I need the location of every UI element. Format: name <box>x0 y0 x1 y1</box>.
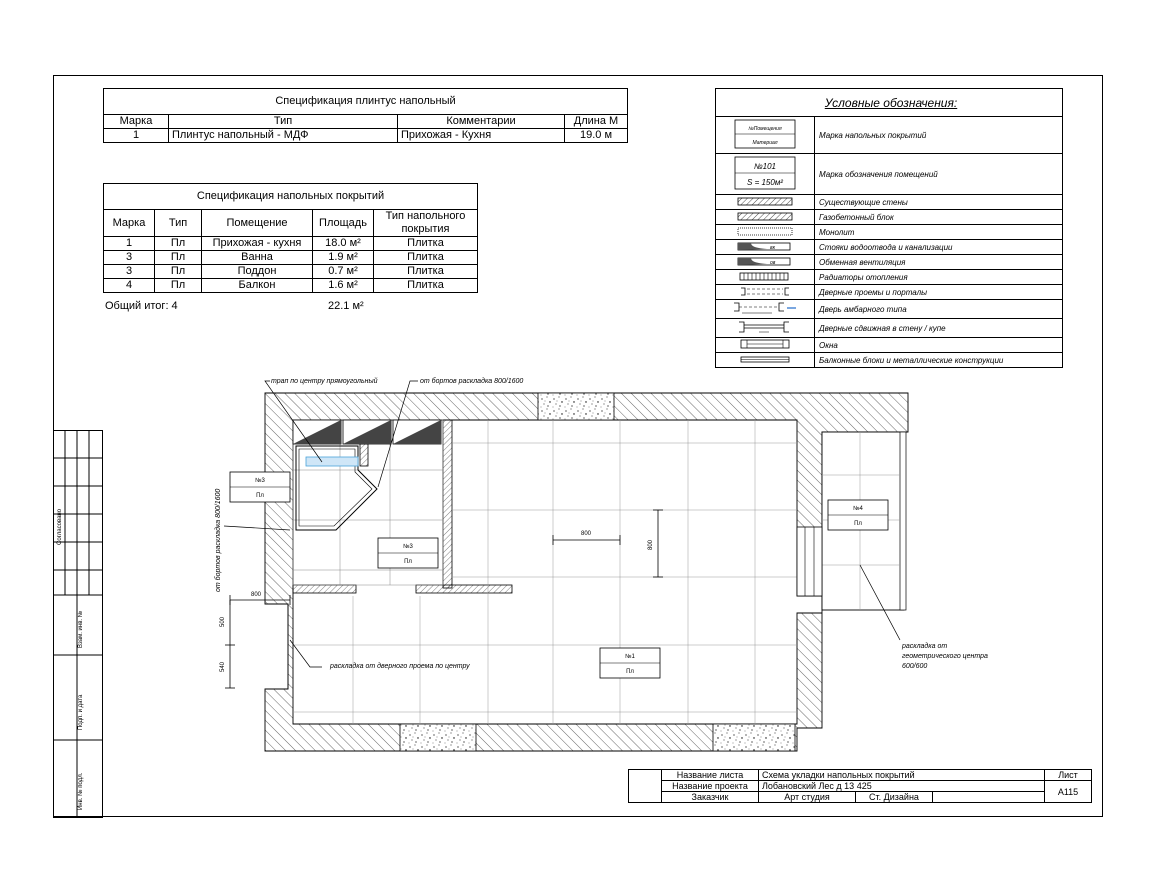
monolith-block <box>713 724 795 751</box>
cell: Пл <box>155 237 202 251</box>
mark-type: Пл <box>854 521 862 527</box>
room-sym-top: №101 <box>753 162 777 171</box>
drain <box>306 457 358 466</box>
header-cell: Комментарии <box>398 115 565 129</box>
mark-type: Пл <box>256 493 264 499</box>
dim-label: 800 <box>250 592 262 598</box>
stamp-customer: Арт студия <box>759 792 856 803</box>
annotation-geo-center: раскладка от <box>902 643 948 650</box>
mark-num: №4 <box>853 506 863 512</box>
cell: Плитка <box>374 237 478 251</box>
cell: Пл <box>155 251 202 265</box>
header-cell: Тип <box>155 210 202 237</box>
mark-type: Пл <box>626 669 634 675</box>
mark-sym-bottom: Материал <box>752 140 778 146</box>
legend-label: Дверные проемы и порталы <box>815 285 1063 300</box>
cell: 0.7 м² <box>313 265 374 279</box>
cell: Ванна <box>202 251 313 265</box>
legend-label: Радиаторы отопления <box>815 270 1063 285</box>
header-cell: Марка <box>104 210 155 237</box>
header-cell: Тип <box>169 115 398 129</box>
cell: 1 <box>104 237 155 251</box>
legend-label: Существующие стены <box>815 195 1063 210</box>
cell: 1 <box>104 129 169 143</box>
legend-title: Условные обозначения: <box>716 89 1063 117</box>
cell: 4 <box>104 279 155 293</box>
cell: Плитка <box>374 251 478 265</box>
header-cell: Площадь <box>313 210 374 237</box>
total-area: 22.1 м² <box>328 300 364 312</box>
annotation-geo-center: 600/600 <box>902 663 928 670</box>
cell: Пл <box>155 279 202 293</box>
cell: 1.6 м² <box>313 279 374 293</box>
dim-label: 800 <box>580 531 592 537</box>
cell: 3 <box>104 251 155 265</box>
legend-label: Дверь амбарного типа <box>815 300 1063 319</box>
header-cell: Помещение <box>202 210 313 237</box>
side-label-inv: Инв. № подл. <box>78 772 84 810</box>
partition-wall <box>416 585 512 593</box>
stamp-studio: Ст. Дизайна <box>856 792 933 803</box>
annotation-trap: трап по центру прямоугольный <box>271 378 378 385</box>
legend-label: Монолит <box>815 225 1063 240</box>
cell: Прихожая - Кухня <box>398 129 565 143</box>
stamp-label: Название проекта <box>662 781 759 792</box>
mark-num: №3 <box>403 544 413 550</box>
dimension-800-left <box>225 595 290 688</box>
balcony-door <box>797 527 822 596</box>
riser <box>293 420 441 444</box>
legend-label: Окна <box>815 338 1063 353</box>
cell: 3 <box>104 265 155 279</box>
legend-label: Газобетонный блок <box>815 210 1063 225</box>
dim-label: 800 <box>648 539 654 551</box>
partition-wall <box>360 444 368 466</box>
room-mark <box>378 538 438 568</box>
stamp-project: Лобановский Лес д 13 425 <box>759 781 1045 792</box>
cell: Плинтус напольный - МДФ <box>169 129 398 143</box>
stamp-sheet-label: Лист <box>1045 770 1092 781</box>
monolith-block <box>538 393 614 420</box>
room-mark <box>230 472 290 502</box>
header-cell: Длина М <box>565 115 628 129</box>
legend-label: Балконные блоки и металлические конструкции <box>815 353 1063 368</box>
floor-spec-title: Спецификация напольных покрытий <box>104 184 478 210</box>
cell: 19.0 м <box>565 129 628 143</box>
main-tiles <box>293 420 797 724</box>
cell: Пл <box>155 265 202 279</box>
side-label-agreed: Согласовано <box>57 508 63 545</box>
dim-label: 540 <box>220 661 226 673</box>
mark-sym-top: №Помещения <box>748 126 782 132</box>
header-cell: Тип напольного покрытия <box>374 210 478 237</box>
side-label-replace: Взам. инв. № <box>78 610 84 648</box>
mark-num: №1 <box>625 654 635 660</box>
cell: Плитка <box>374 265 478 279</box>
annotation-from-sides-vertical: от бортов раскладка 800/1600 <box>215 488 222 592</box>
stamp-sheet-num: A115 <box>1045 781 1092 803</box>
legend-label: Обменная вентиляция <box>815 255 1063 270</box>
title-stamp <box>628 769 1092 803</box>
dimension-800-v <box>653 510 663 577</box>
legend-label: Стояки водоотвода и канализации <box>815 240 1063 255</box>
dim-label: 500 <box>220 616 226 628</box>
cell: 1.9 м² <box>313 251 374 265</box>
annotation-geo-center: геометрического центра <box>902 653 988 660</box>
balcony-rail <box>900 432 906 610</box>
partition-wall <box>293 585 356 593</box>
riser-sym-text: вк <box>770 244 775 251</box>
ventilation-sym-text: ов <box>770 259 776 266</box>
legend-label: Марка обозначения помещений <box>815 154 1063 195</box>
legend-label: Марка напольных покрытий <box>815 117 1063 154</box>
cell: Прихожая - кухня <box>202 237 313 251</box>
room-mark <box>828 500 888 530</box>
room-sym-bottom: S = 150м² <box>747 178 783 187</box>
cell: Поддон <box>202 265 313 279</box>
annotation-door-center: раскладка от дверного проема по центру <box>330 663 470 670</box>
table-row <box>629 792 1092 803</box>
stamp-sheet-name: Схема укладки напольных покрытий <box>759 770 1045 781</box>
monolith-block <box>400 724 476 751</box>
table-row <box>629 770 1092 781</box>
annotation-from-sides: от бортов раскладка 800/1600 <box>420 378 524 385</box>
plinth-spec-title: Спецификация плинтус напольный <box>104 89 628 115</box>
legend-label: Дверные сдвижная в стену / купе <box>815 319 1063 338</box>
side-label-sign: Подп. и дата <box>78 694 84 730</box>
header-cell: Марка <box>104 115 169 129</box>
partition-wall <box>443 420 452 588</box>
stamp-label: Заказчик <box>662 792 759 803</box>
cell: 18.0 м² <box>313 237 374 251</box>
mark-num: №3 <box>255 478 265 484</box>
cell: Балкон <box>202 279 313 293</box>
cell: Плитка <box>374 279 478 293</box>
table-row <box>629 781 1092 792</box>
mark-type: Пл <box>404 559 412 565</box>
stamp-label: Название листа <box>662 770 759 781</box>
total-label: Общий итог: 4 <box>105 300 178 312</box>
room-mark <box>600 648 660 678</box>
